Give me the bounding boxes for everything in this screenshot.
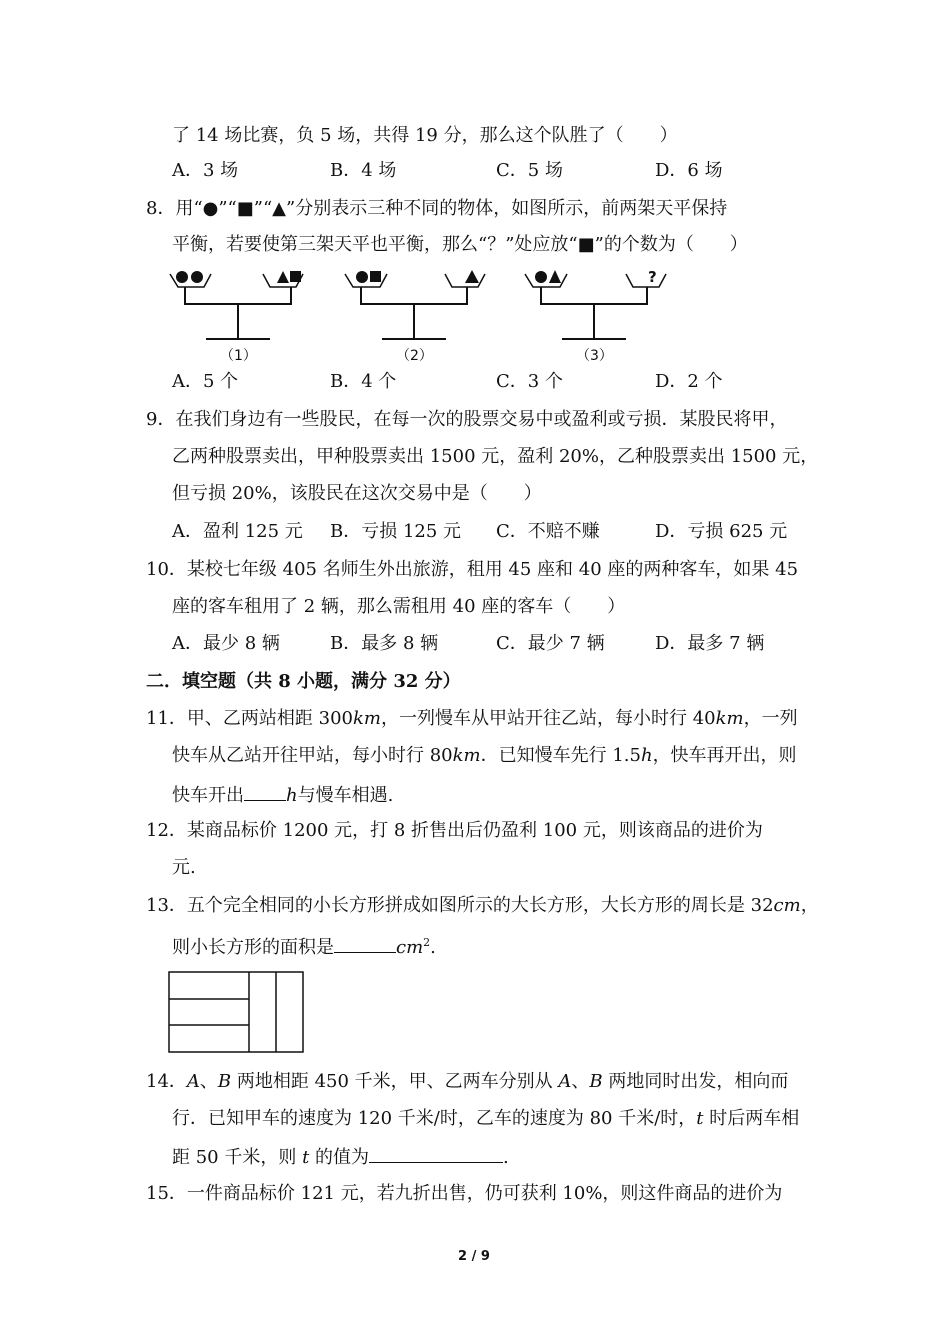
triangle-icon: [277, 271, 289, 283]
q10-line2: 座的客车租用了 2 辆，那么需租用 40 座的客车（ ）: [172, 596, 626, 617]
q8-line2: 平衡，若要使第三架天平也平衡，那么“？”处应放“■”的个数为（ ）: [172, 234, 748, 255]
triangle-icon: [549, 270, 561, 283]
section-heading: 二．填空题（共 8 小题，满分 32 分）: [146, 671, 461, 692]
q15-line1: 15．一件商品标价 121 元，若九折出售，仍可获利 10%，则这件商品的进价为: [146, 1183, 783, 1204]
circle-icon: [356, 271, 368, 283]
q10-option-c: C．最少 7 辆: [496, 633, 605, 654]
q9-option-b: B．亏损 125 元: [330, 521, 462, 542]
q7-option-d: D．6 场: [655, 160, 723, 181]
q8-option-b: B．4 个: [330, 371, 397, 392]
q8-option-a: A．5 个: [172, 371, 239, 392]
square-icon: [370, 271, 381, 282]
q10-option-a: A．最少 8 辆: [172, 633, 280, 654]
q8-option-d: D．2 个: [655, 371, 723, 392]
q11-line1: 11．甲、乙两站相距 300km，一列慢车从甲站开往乙站，每小时行 40km，一列: [146, 708, 798, 729]
q10-option-d: D．最多 7 辆: [655, 633, 765, 654]
q8-option-c: C．3 个: [496, 371, 563, 392]
balance-figure: [0, 0, 950, 380]
balance-3: [525, 268, 666, 340]
q9-line3: 但亏损 20%，该股民在这次交易中是（ ）: [172, 483, 542, 504]
q10-line1: 10．某校七年级 405 名师生外出旅游，租用 45 座和 40 座的两种客车，如果 45: [146, 559, 799, 580]
q14-line3: 距 50 千米，则 t 的值为 .: [172, 1144, 509, 1170]
q7-option-b: B．4 场: [330, 160, 397, 181]
fig-label-2: （2）: [396, 348, 433, 364]
question-mark-label: ?: [648, 268, 657, 286]
q13-line2: 则小长方形的面积是 $cm^2$.: [172, 936, 436, 958]
answer-blank: [369, 1144, 503, 1163]
square-icon: [290, 271, 301, 282]
q9-line2: 乙两种股票卖出，甲种股票卖出 1500 元，盈利 20%，乙种股票卖出 1500 元，: [172, 446, 819, 467]
q7-option-c: C．5 场: [496, 160, 563, 181]
fig-label-3: （3）: [576, 348, 613, 364]
q10-option-b: B．最多 8 辆: [330, 633, 439, 654]
triangle-icon: [465, 270, 479, 283]
rectangles-figure: [168, 971, 306, 1055]
q9-option-d: D．亏损 625 元: [655, 521, 788, 542]
q9-option-a: A．盈利 125 元: [172, 521, 303, 542]
q9-option-c: C．不赔不赚: [496, 521, 600, 542]
circle-icon: [191, 271, 203, 283]
circle-icon: [535, 271, 547, 283]
page-number: 2 / 9: [458, 1249, 490, 1264]
q13-line1: 13．五个完全相同的小长方形拼成如图所示的大长方形，大长方形的周长是 32cm，: [146, 895, 819, 916]
q7-line1: 了 14 场比赛，负 5 场，共得 19 分，那么这个队胜了（ ）: [172, 125, 678, 146]
q14-line1: 14．A、B 两地相距 450 千米，甲、乙两车分别从 A、B 两地同时出发，相向而: [146, 1071, 789, 1092]
balance-1: [170, 271, 303, 340]
q7-option-a: A．3 场: [172, 160, 239, 181]
q8-line1: 8．用“●”“■”“▲”分别表示三种不同的物体，如图所示，前两架天平保持: [146, 198, 728, 219]
answer-blank: [334, 934, 396, 953]
q14-line2: 行．已知甲车的速度为 120 千米/时，乙车的速度为 80 千米/时，t 时后两车相: [172, 1108, 800, 1129]
circle-icon: [176, 271, 188, 283]
answer-blank: [244, 782, 286, 801]
balance-2: [345, 270, 485, 340]
q9-line1: 9．在我们身边有一些股民，在每一次的股票交易中或盈利或亏损．某股民将甲，: [146, 409, 788, 430]
q12-line2: 元.: [172, 857, 196, 878]
fig-label-1: （1）: [220, 348, 257, 364]
q11-line3: 快车开出 h与慢车相遇.: [172, 782, 393, 808]
q11-line2: 快车从乙站开往甲站，每小时行 80km．已知慢车先行 1.5h，快车再开出，则: [172, 745, 797, 766]
q12-line1: 12．某商品标价 1200 元，打 8 折售出后仍盈利 100 元，则该商品的进价为: [146, 820, 763, 841]
